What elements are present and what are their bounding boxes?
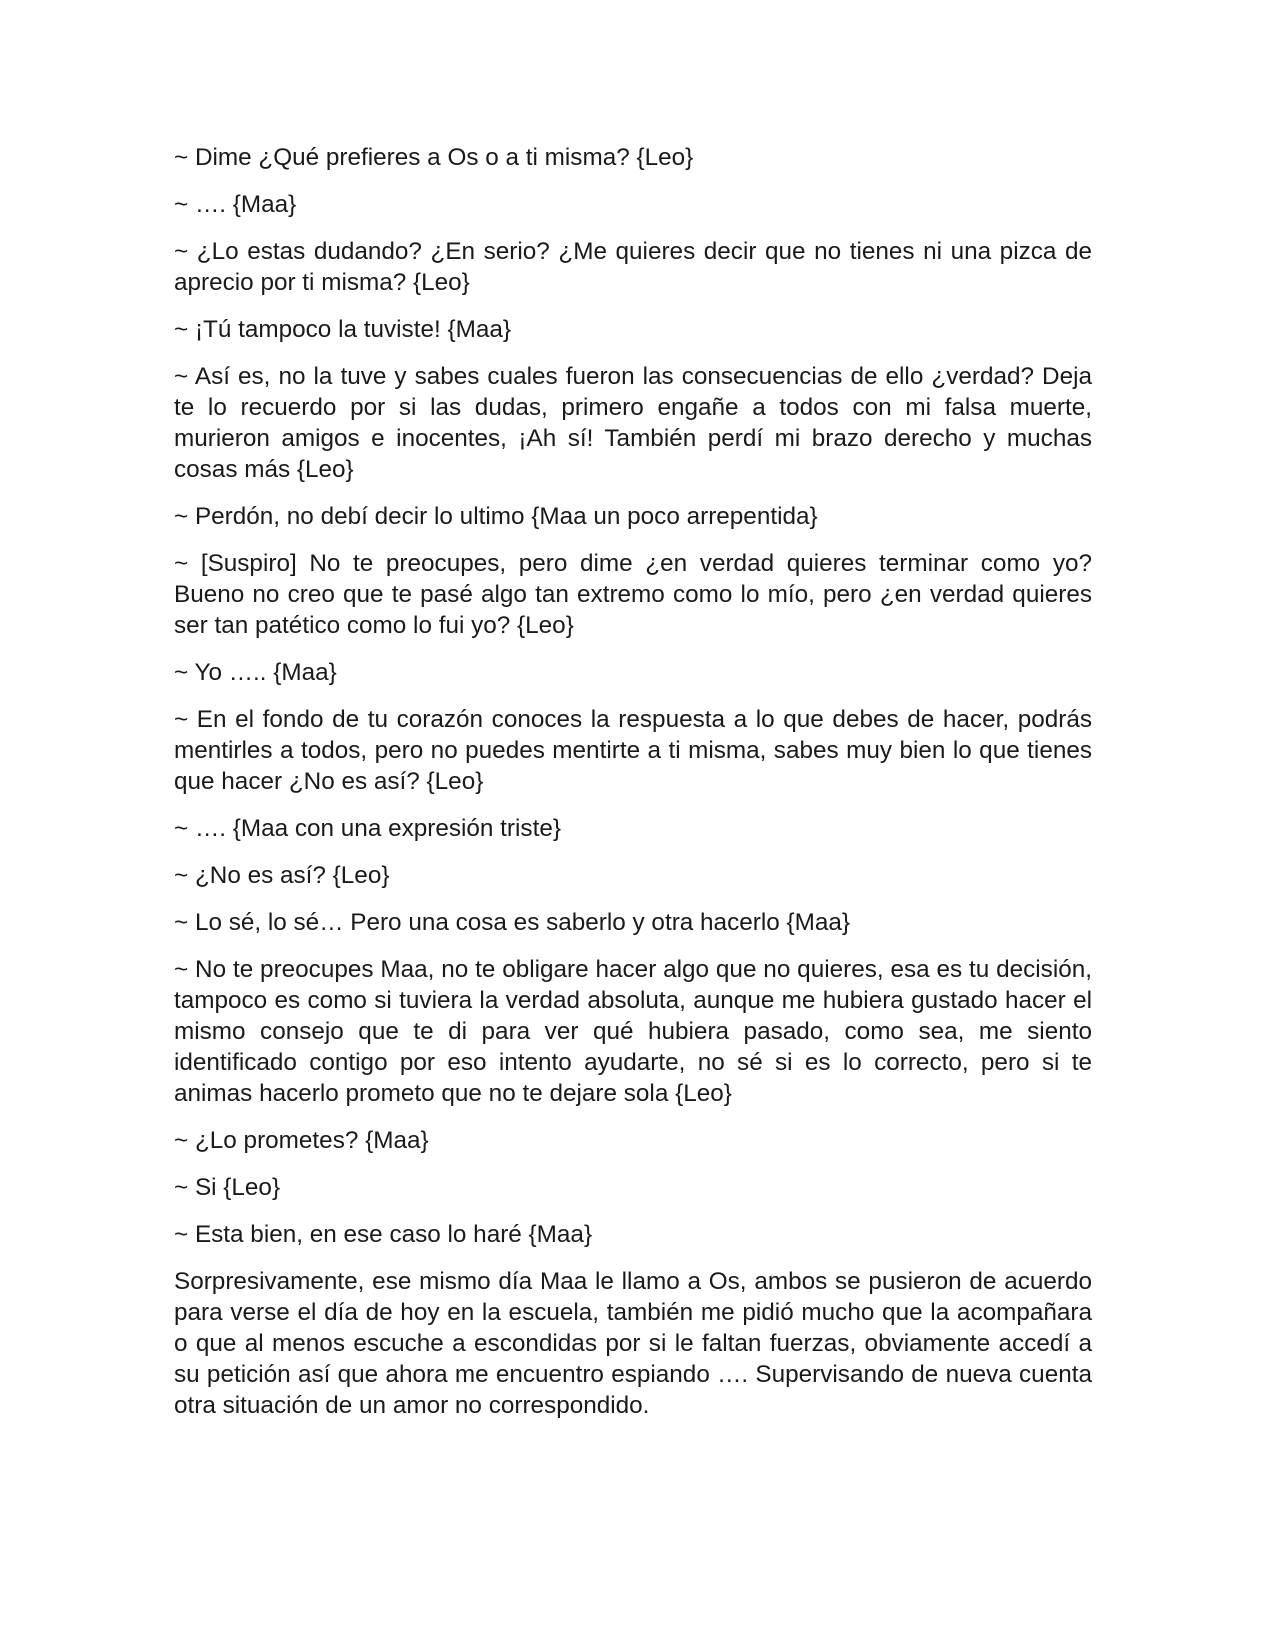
dialogue-line: ~ Dime ¿Qué prefieres a Os o a ti misma? {Leo} bbox=[174, 144, 694, 171]
dialogue-line: ~ ¡Tú tampoco la tuviste! {Maa} bbox=[174, 316, 511, 343]
dialogue-line: ~ Lo sé, lo sé… Pero una cosa es saberlo y otra hacerlo {Maa} bbox=[174, 909, 850, 936]
narration-paragraph: Sorpresivamente, ese mismo día Maa le llamo a Os, ambos se pusieron de acuerdo para verse el día de hoy en la escuela, también me pidió mucho que la acompañara o que al menos escuche a escondidas por si le faltan fuerzas, obviamente accedí a su petición así que ahora me encuentro espiando …. Supervisando de nueva cuenta otra situación de un amor no correspondido. bbox=[174, 1268, 1092, 1419]
dialogue-line: ~ Así es, no la tuve y sabes cuales fueron las consecuencias de ello ¿verdad? Deja te lo recuerdo por si las dudas, primero engañe a todos con mi falsa muerte, murieron amigos e inocentes, ¡Ah sí! También perdí mi brazo derecho y muchas cosas más {Leo} bbox=[174, 363, 1092, 483]
dialogue-line: ~ Si {Leo} bbox=[174, 1174, 281, 1201]
document-page bbox=[174, 142, 1092, 1437]
dialogue-line: ~ ¿No es así? {Leo} bbox=[174, 862, 390, 889]
dialogue-line: ~ No te preocupes Maa, no te obligare hacer algo que no quieres, esa es tu decisión, tampoco es como si tuviera la verdad absoluta, aunque me hubiera gustado hacer el mismo consejo que te di para ver qué hubiera pasado, como sea, me siento identificado contigo por eso intento ayudarte, no sé si es lo correcto, pero si te animas hacerlo prometo que no te dejare sola {Leo} bbox=[174, 956, 1092, 1107]
dialogue-line: ~ …. {Maa con una expresión triste} bbox=[174, 815, 561, 842]
dialogue-line: ~ Esta bien, en ese caso lo haré {Maa} bbox=[174, 1221, 593, 1248]
dialogue-line: ~ Yo ….. {Maa} bbox=[174, 659, 337, 686]
dialogue-line: ~ ¿Lo prometes? {Maa} bbox=[174, 1127, 429, 1154]
dialogue-line: ~ [Suspiro] No te preocupes, pero dime ¿en verdad quieres terminar como yo? Bueno no creo que te pasé algo tan extremo como lo mío, pero ¿en verdad quieres ser tan patético como lo fui yo? {Leo} bbox=[174, 550, 1092, 639]
dialogue-line: ~ …. {Maa} bbox=[174, 191, 297, 218]
dialogue-line: ~ Perdón, no debí decir lo ultimo {Maa un poco arrepentida} bbox=[174, 503, 818, 530]
dialogue-line: ~ ¿Lo estas dudando? ¿En serio? ¿Me quieres decir que no tienes ni una pizca de aprecio por ti misma? {Leo} bbox=[174, 238, 1092, 296]
dialogue-line: ~ En el fondo de tu corazón conoces la respuesta a lo que debes de hacer, podrás mentirles a todos, pero no puedes mentirte a ti misma, sabes muy bien lo que tienes que hacer ¿No es así? {Leo} bbox=[174, 706, 1092, 795]
